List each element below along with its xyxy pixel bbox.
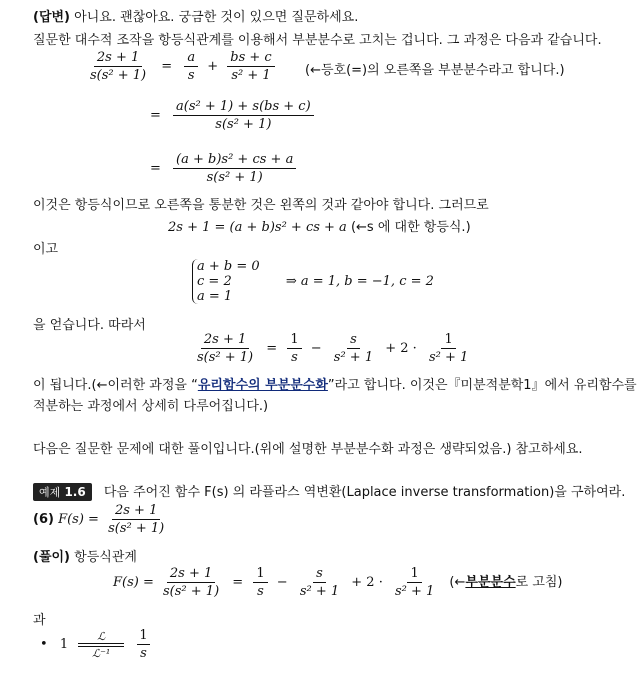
system-eq-2: c = 2 (197, 274, 232, 289)
system-eq-1: a + b = 0 (197, 259, 260, 274)
solution-equation: F(s) = $\frac{2s + 1}{\text{s(s² + 1)}}$ = $\frac{1}{s}$ − $\frac{s}{\text{s² + 1}}$ + 2 · $\frac{1}{\text{s² + 1}}$ (←부분분수로 고침) (113, 566, 563, 599)
identity-equation: 2s + 1 = (a + b)s² + cs + a (168, 220, 347, 235)
answer-greeting: 아니요. 괜찮아요. 궁금한 것이 있으면 질문하세요. (74, 10, 359, 25)
solution-term3-den: s² + 1 (394, 584, 435, 599)
result-term3-fraction (426, 332, 471, 365)
example-problem (33, 503, 169, 536)
problem-lhs: F(s) = (58, 512, 99, 527)
solution-term3-num: 1 (407, 566, 421, 583)
solution-lhs-num: 2s + 1 (167, 566, 215, 583)
result-term2-fraction (331, 332, 376, 365)
result-term3-num: 1 (441, 332, 455, 349)
example-badge (33, 483, 92, 501)
solution-note (449, 575, 562, 590)
solution-lhs-den: s(s² + 1) (163, 584, 220, 599)
eq1-term1-den: s (187, 68, 195, 83)
result-term1-fraction (287, 332, 301, 365)
eq2-num: a(s² + 1) + s(bs + c) (173, 99, 314, 116)
solution-term3-fraction (392, 566, 437, 599)
eq1-term2-den: s² + 1 (231, 68, 271, 83)
solution-note-prefix: (← (449, 575, 466, 590)
eq2-fraction (173, 99, 314, 132)
solution-term2-fraction (297, 566, 342, 599)
identity-equation-line (168, 216, 471, 235)
paragraph-1-line-2: 적분하는 과정에서 상세히 다루어집니다.) (33, 399, 269, 414)
result-term2-num: s (347, 332, 360, 349)
eq1-term2-num: bs + c (227, 50, 274, 67)
system-eq-3: a = 1 (197, 289, 233, 304)
solution-lhs-fraction (160, 566, 222, 599)
solution-term1-den: s (257, 584, 264, 599)
result-equation: $\frac{2s + 1}{\text{s(s² + 1)}}$ = $\frac{1}{s}$ − $\frac{s}{\text{s² + 1}}$ + 2 · $\frac{1}{\text{s² + 1}}$ (192, 332, 473, 365)
bullet-den: s (137, 644, 150, 661)
answer-label: (답변) (33, 10, 70, 25)
intro-text: 질문한 대수적 조작을 항등식관계를 이용해서 부분분수로 고치는 겁니다. 그 과정은 다음과 같습니다. (33, 33, 602, 48)
inverse-laplace-symbol: ℒ⁻¹ (92, 646, 111, 660)
solution-text: 항등식관계 (74, 550, 137, 565)
paragraph-1-line-1 (33, 374, 637, 393)
result-term1-den: s (291, 350, 298, 365)
system-solution: ⇒ a = 1, b = −1, c = 2 (285, 274, 434, 289)
problem-num: 2s + 1 (112, 503, 160, 520)
example-badge-number: 1.6 (64, 485, 86, 499)
problem-den: s(s² + 1) (108, 521, 165, 536)
equation-3: = $\frac{\text{(a + b)s² + cs + a}}{\text{s(s² + 1)}}$ (150, 152, 298, 185)
bullet-transform (40, 628, 153, 661)
laplace-symbol: ℒ (97, 629, 106, 643)
answer-header (33, 6, 358, 25)
bullet-num: 1 (139, 628, 148, 643)
eq1-term2-fraction (227, 50, 274, 83)
result-term1-num: 1 (287, 332, 301, 349)
solution-lhs: F(s) = (113, 575, 154, 590)
eq3-num: (a + b)s² + cs + a (173, 152, 296, 169)
equation-system (192, 259, 434, 304)
equation-1: $\frac{2s + 1}{\text{s(s² + 1)}}$ = $\frac{a}{s}$ + $\frac{bs + c}{\text{s² + 1}}$ (85, 50, 277, 83)
result-lhs-den: s(s² + 1) (197, 350, 254, 365)
solution-term2-den: s² + 1 (299, 584, 340, 599)
example-header (33, 481, 625, 501)
solution-note-bold: 부분분수 (465, 575, 516, 590)
eq1-lhs-fraction (87, 50, 149, 83)
system-brace (192, 259, 260, 304)
eq1-term1-num: a (184, 50, 198, 67)
eq1-lhs-den: s(s² + 1) (90, 68, 147, 83)
result-lhs-num: 2s + 1 (201, 332, 249, 349)
paragraph-1-part-b: ”라고 합니다. 이것은『미분적분학1』에서 유리함수를 (327, 378, 637, 393)
solution-label: (풀이) (33, 550, 70, 565)
rhs-note: (←등호(=)의 오른쪽을 부분분수라고 합니다.) (305, 63, 565, 78)
result-lhs-fraction (194, 332, 256, 365)
and-text-2: 과 (33, 613, 46, 628)
solution-term1-num: 1 (253, 566, 267, 583)
obtain-text: 을 얻습니다. 따라서 (33, 318, 146, 333)
solution-header (33, 546, 137, 565)
eq3-den: s(s² + 1) (206, 170, 263, 185)
identity-note: (←s 에 대한 항등식.) (350, 220, 471, 235)
bullet-dot: • (40, 637, 48, 652)
result-term2-den: s² + 1 (333, 350, 374, 365)
solution-term1-fraction (253, 566, 267, 599)
equation-2: = $\frac{\text{a(s² + 1) + s(bs + c)}}{\text{s(s² + 1)}}$ (150, 99, 316, 132)
eq3-fraction (173, 152, 296, 185)
paragraph-2: 다음은 질문한 문제에 대한 풀이입니다.(위에 설명한 부분분수화 과정은 생략되었음.) 참고하세요. (33, 442, 583, 457)
partial-fraction-term-link[interactable]: 유리함수의 부분분수화 (197, 378, 328, 393)
example-statement: 다음 주어진 함수 F(s) 의 라플라스 역변환(Laplace inverse transformation)을 구하여라. (103, 485, 626, 500)
problem-fraction (105, 503, 167, 536)
bullet-value: 1 (59, 637, 69, 652)
eq2-den: s(s² + 1) (215, 117, 272, 132)
problem-label: (6) (33, 512, 54, 527)
identity-text: 이것은 항등식이므로 오른쪽을 통분한 것은 왼쪽의 것과 같아야 합니다. 그러므로 (33, 198, 489, 213)
solution-term2-num: s (313, 566, 326, 583)
result-term3-den: s² + 1 (428, 350, 469, 365)
transform-arrow (78, 630, 124, 660)
example-badge-prefix: 예제 (39, 486, 61, 499)
paragraph-1-part-a: 이 됩니다.(←이러한 과정을 “ (33, 378, 198, 393)
solution-note-suffix: 로 고침) (515, 575, 563, 590)
eq1-term1-fraction (184, 50, 198, 83)
and-text: 이고 (33, 242, 59, 257)
bullet-fraction (136, 628, 150, 661)
eq1-lhs-num: 2s + 1 (94, 50, 142, 67)
